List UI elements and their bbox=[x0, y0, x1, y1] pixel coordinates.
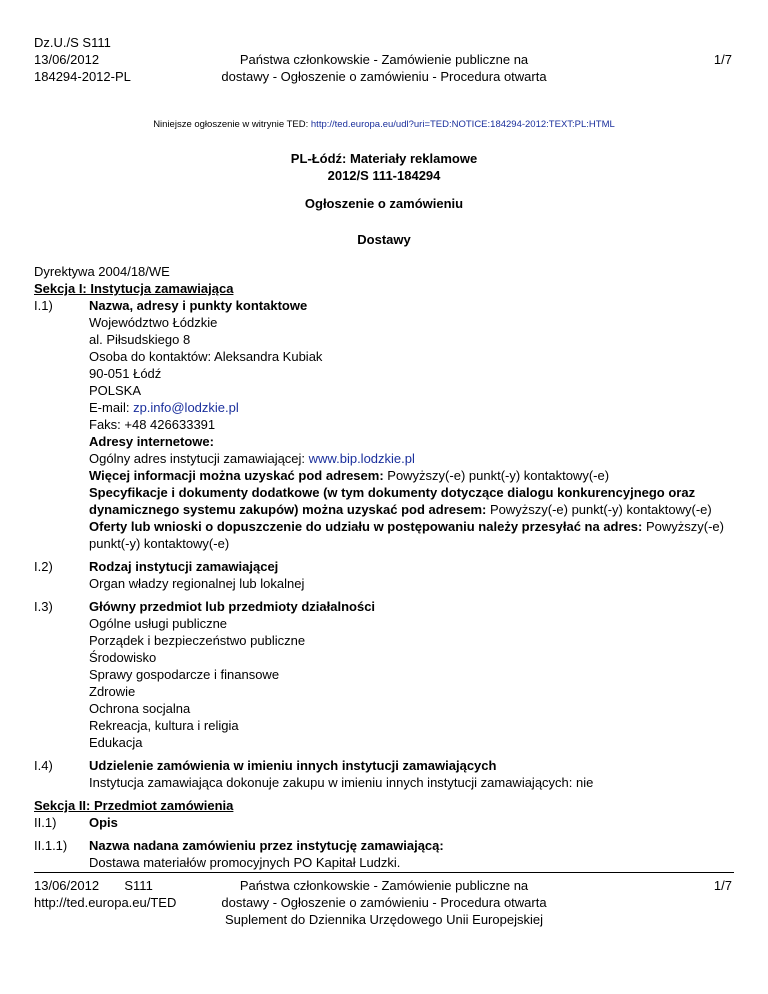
section-ii11 bbox=[34, 837, 734, 871]
i1-email-label: E-mail: bbox=[89, 400, 134, 415]
i1-email-row bbox=[89, 399, 734, 416]
footer-center-line3: Suplement do Dziennika Urzędowego Unii Europejskiej bbox=[225, 912, 543, 927]
header-title-line1: Państwa członkowskie - Zamówienie publiczne na bbox=[239, 52, 529, 67]
i1-spec-row bbox=[89, 501, 734, 518]
i4-value: Instytucja zamawiająca dokonuje zakupu w imieniu innych instytucji zamawiających: nie bbox=[89, 775, 594, 790]
i1-more-label: Więcej informacji można uzyskać pod adresem: bbox=[89, 468, 384, 483]
i1-offers-label: Oferty lub wnioski o dopuszczenie do udziału w postępowaniu należy przesyłać na adres: bbox=[89, 519, 643, 534]
ii11-number: II.1.1) bbox=[34, 838, 68, 853]
i2-value: Organ władzy regionalnej lub lokalnej bbox=[89, 576, 305, 591]
ii1-title: Opis bbox=[89, 815, 118, 830]
section-ii1 bbox=[34, 814, 734, 831]
footer-date: 13/06/2012 bbox=[34, 878, 100, 893]
header-ref2: 184294-2012-PL bbox=[34, 69, 131, 84]
footer-center-line2: dostawy - Ogłoszenie o zamówieniu - Procedura otwarta bbox=[221, 895, 547, 910]
i1-offers-value-2: punkt(-y) kontaktowy(-e) bbox=[89, 536, 230, 551]
i1-street: al. Piłsudskiego 8 bbox=[89, 332, 191, 347]
ii1-number: II.1) bbox=[34, 815, 57, 830]
i1-country: POLSKA bbox=[89, 383, 142, 398]
footer-url[interactable]: http://ted.europa.eu/TED bbox=[34, 895, 177, 910]
section-i3 bbox=[34, 598, 734, 751]
i1-org: Województwo Łódzkie bbox=[89, 315, 218, 330]
header-title bbox=[200, 51, 568, 85]
header-references bbox=[34, 34, 131, 85]
i3-item: Zdrowie bbox=[89, 684, 136, 699]
i1-contact: Osoba do kontaktów: Aleksandra Kubiak bbox=[89, 349, 323, 364]
i3-item: Edukacja bbox=[89, 735, 143, 750]
i1-offers-row bbox=[89, 518, 734, 535]
i1-spec-label-2: dynamicznego systemu zakupów) można uzyskać pod adresem: bbox=[89, 502, 487, 517]
i3-item: Ochrona socjalna bbox=[89, 701, 191, 716]
i1-general-label: Ogólny adres instytucji zamawiającej: bbox=[89, 451, 309, 466]
i1-spec-label-1: Specyfikacje i dokumenty dodatkowe (w tym dokumenty dotyczące dialogu konkurencyjnego oraz bbox=[89, 485, 696, 500]
i1-general-row bbox=[89, 450, 734, 467]
i1-more-row bbox=[89, 467, 734, 484]
header-title-line2: dostawy - Ogłoszenie o zamówieniu - Procedura otwarta bbox=[221, 69, 547, 84]
footer-center bbox=[200, 877, 568, 928]
i3-item: Rekreacja, kultura i religia bbox=[89, 718, 239, 733]
ted-notice bbox=[0, 119, 768, 131]
i1-general-link[interactable]: www.bip.lodzkie.pl bbox=[308, 451, 415, 466]
header-ref1: Dz.U./S S111 bbox=[34, 35, 111, 50]
section-i1 bbox=[34, 297, 734, 552]
i4-title: Udzielenie zamówienia w imieniu innych instytucji zamawiających bbox=[89, 758, 497, 773]
i1-number: I.1) bbox=[34, 298, 53, 313]
i3-item: Sprawy gospodarcze i finansowe bbox=[89, 667, 280, 682]
ted-notice-prefix: Niniejsze ogłoszenie w witrynie TED: bbox=[153, 119, 311, 130]
i4-number: I.4) bbox=[34, 758, 53, 773]
i3-item: Ogólne usługi publiczne bbox=[89, 616, 228, 631]
i3-number: I.3) bbox=[34, 599, 53, 614]
i2-number: I.2) bbox=[34, 559, 53, 574]
i3-item: Porządek i bezpieczeństwo publiczne bbox=[89, 633, 306, 648]
i1-web-heading: Adresy internetowe: bbox=[89, 434, 214, 449]
section1-heading: Sekcja I: Instytucja zamawiająca bbox=[34, 281, 234, 296]
footer-left bbox=[34, 877, 176, 911]
i1-postal: 90-051 Łódź bbox=[89, 366, 162, 381]
document-title bbox=[0, 150, 768, 184]
notice-category: Dostawy bbox=[357, 232, 411, 247]
section-i2 bbox=[34, 558, 734, 592]
ii11-title: Nazwa nadana zamówieniu przez instytucję zamawiającą: bbox=[89, 838, 444, 853]
i1-fax: Faks: +48 426633391 bbox=[89, 417, 216, 432]
ii11-value: Dostawa materiałów promocyjnych PO Kapitał Ludzki. bbox=[89, 855, 401, 870]
header-page-number: 1/7 bbox=[713, 52, 732, 67]
directive: Dyrektywa 2004/18/WE bbox=[34, 264, 170, 279]
footer-rule bbox=[34, 872, 734, 873]
ted-notice-link[interactable]: http://ted.europa.eu/udl?uri=TED:NOTICE:184294-2012:TEXT:PL:HTML bbox=[310, 119, 615, 130]
footer-ref: S111 bbox=[124, 878, 153, 893]
i3-item: Środowisko bbox=[89, 650, 157, 665]
i1-email-link[interactable]: zp.info@lodzkie.pl bbox=[133, 400, 239, 415]
title-line2: 2012/S 111-184294 bbox=[327, 168, 441, 183]
i1-more-value: Powyższy(-e) punkt(-y) kontaktowy(-e) bbox=[383, 468, 610, 483]
document-body bbox=[34, 263, 734, 871]
title-line1: PL-Łódź: Materiały reklamowe bbox=[290, 151, 478, 166]
i1-title: Nazwa, adresy i punkty kontaktowe bbox=[89, 298, 308, 313]
header-date: 13/06/2012 bbox=[34, 52, 100, 67]
section-i4 bbox=[34, 757, 734, 791]
footer-center-line1: Państwa członkowskie - Zamówienie publiczne na bbox=[239, 878, 529, 893]
footer-page-number: 1/7 bbox=[713, 878, 732, 893]
i3-title: Główny przedmiot lub przedmioty działalności bbox=[89, 599, 376, 614]
i1-offers-value-1: Powyższy(-e) bbox=[642, 519, 724, 534]
section2-heading: Sekcja II: Przedmiot zamówienia bbox=[34, 798, 234, 813]
i1-spec-value: Powyższy(-e) punkt(-y) kontaktowy(-e) bbox=[486, 502, 712, 517]
i2-title: Rodzaj instytucji zamawiającej bbox=[89, 559, 279, 574]
notice-type: Ogłoszenie o zamówieniu bbox=[304, 196, 464, 211]
